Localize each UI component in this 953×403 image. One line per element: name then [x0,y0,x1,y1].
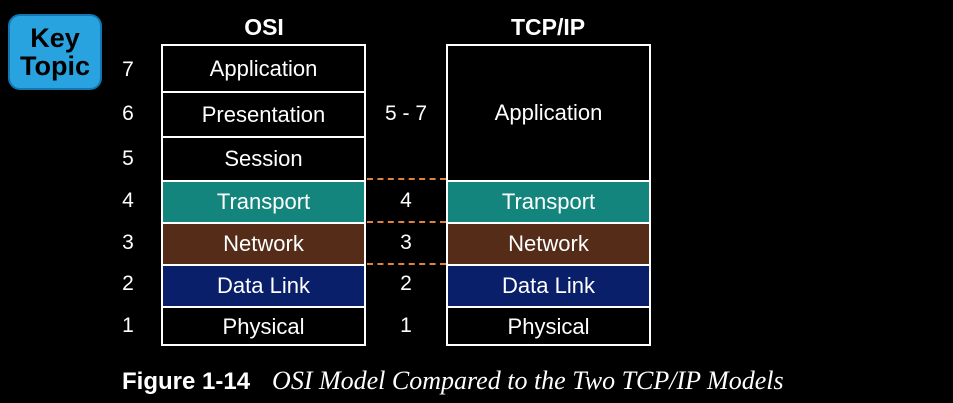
figure-number: Figure 1-14 [122,368,251,395]
key-topic-badge [8,14,102,90]
tcpip-layer-physical [448,306,649,346]
tcpip-layer-number-4: 4 [400,189,412,212]
osi-layer-label: Presentation [201,101,326,127]
osi-layer-physical [163,306,364,346]
dashed-connector-network [367,221,446,223]
osi-layer-number-5: 5 [122,147,134,170]
tcpip-layer-label: Network [508,231,589,256]
badge-line-1: Key [30,23,80,53]
osi-layer-label: Network [223,231,304,256]
osi-layer-network [163,222,364,264]
tcpip-stack [446,44,651,346]
tcpip-layer-label: Application [494,100,603,125]
osi-layer-number-2: 2 [122,272,134,295]
osi-layer-application [163,46,364,91]
osi-layer-label: Data Link [217,273,310,298]
tcpip-title: TCP/IP [510,14,586,40]
osi-layer-presentation [163,91,364,136]
osi-layer-number-4: 4 [122,189,134,212]
dashed-connector-data-link [367,263,446,265]
badge-line-2: Topic [20,51,90,81]
dashed-connector-transport [367,178,446,180]
tcpip-layer-network [448,222,649,264]
tcpip-layer-number-1: 1 [400,314,412,337]
osi-layer-number-1: 1 [122,314,134,337]
osi-layer-transport [163,180,364,222]
tcpip-layer-transport [448,180,649,222]
osi-layer-number-7: 7 [122,58,134,81]
tcpip-layer-label: Data Link [502,273,595,298]
osi-layer-label: Transport [216,189,311,214]
tcpip-layer-label: Transport [501,189,596,214]
osi-layer-label: Application [209,55,318,81]
tcpip-layer-number-3: 3 [400,231,412,254]
figure-title: OSI Model Compared to the Two TCP/IP Models [272,366,784,395]
osi-title: OSI [244,14,284,40]
tcpip-layer-number-5-7: 5 - 7 [384,102,428,125]
tcpip-layer-label: Physical [507,314,590,339]
osi-layer-label: Session [224,146,303,171]
osi-layer-number-3: 3 [122,231,134,254]
tcpip-layer-number-2: 2 [400,272,412,295]
tcpip-layer-application [448,46,649,180]
osi-layer-label: Physical [222,314,305,339]
tcpip-layer-data-link [448,264,649,306]
osi-layer-session [163,136,364,180]
osi-stack [161,44,366,346]
osi-layer-number-6: 6 [122,102,134,125]
osi-layer-data-link [163,264,364,306]
figure-caption [122,366,784,396]
